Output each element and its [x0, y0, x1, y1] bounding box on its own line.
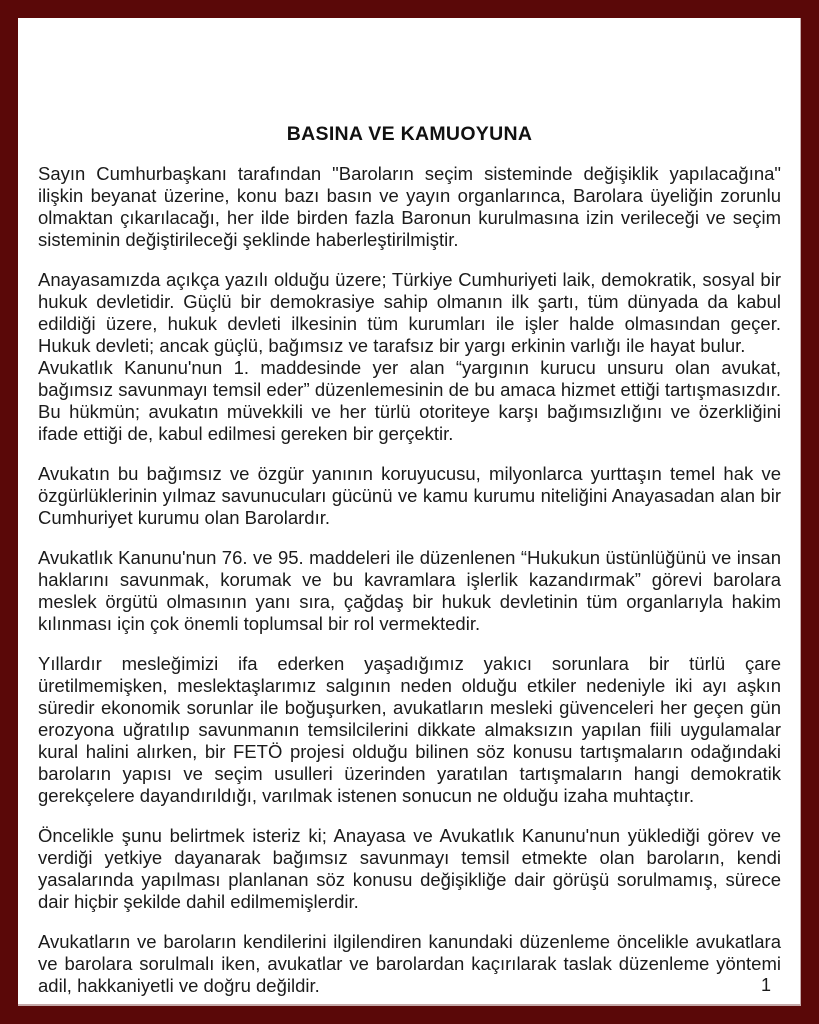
- document-title: BASINA VE KAMUOYUNA: [286, 123, 533, 145]
- paragraph-3: Avukatlık Kanunu'nun 1. maddesinde yer alan “yargının kurucu unsuru olan avukat, bağımsız savunmayı temsil eder” düzenlemesinin de bu amaca hizmet ettiği tartışmasızdır. Bu hükmün; avukatın müvekkili ve her türlü otoriteye karşı bağımsızlığını ve özerkliğini ifade ettiği de, kabul edilmesi gereken bir gerçektir.: [38, 357, 781, 444]
- paragraph-8: Avukatların ve baroların kendilerini ilgilendiren kanundaki düzenleme öncelikle avukatlara ve barolara sorulmalı iken, avukatlar ve barolardan kaçırılarak taslak düzenleme yöntemi adil, hakkaniyetli ve doğru değildir.: [38, 931, 781, 996]
- page-number: 1: [760, 975, 771, 995]
- paragraph-6: Yıllardır mesleğimizi ifa ederken yaşadığımız yakıcı sorunlara bir türlü çare üretilmemişken, meslektaşlarımız salgının neden olduğu etkiler nedeniyle iki ayı aşkın süredir ekonomik sorunlar ile boğuşurken, avukatların mesleki güvenceleri her geçen gün erozyona uğratılıp savunmanın temsilcilerini dikkate almaksızın yapılan fiili uygulamalar kural halini alırken, bir FETÖ projesi olduğu bilinen söz konusu tartışmaların odağındaki baroların yapısı ve seçim usulleri üzerinden yaratılan tartışmaların hangi demokratik gerekçelere dayandırıldığı, varılmak istenen sonucun ne olduğu izaha muhtaçtır.: [38, 653, 781, 806]
- paragraph-1: Sayın Cumhurbaşkanı tarafından "Baroların seçim sisteminde değişiklik yapılacağına" ilişkin beyanat üzerine, konu bazı basın ve yayın organlarınca, Barolara üyeliğin zorunlu olmaktan çıkarılacağı, her ilde birden fazla Baronun kurulmasına izin verileceği ve seçim sisteminin değiştirileceği şeklinde haberleştirilmiştir.: [38, 163, 781, 250]
- document-page: [18, 18, 801, 1006]
- paragraph-7: Öncelikle şunu belirtmek isteriz ki; Anayasa ve Avukatlık Kanunu'nun yüklediği görev ve verdiği yetkiye dayanarak bağımsız savunmayı temsil etmekte olan baroların, kendi yasalarında yapılması planlanan söz konusu değişikliğe dair görüşü sorulmamış, sürece dair hiçbir şekilde dahil edilmemişlerdir.: [38, 825, 781, 912]
- paragraph-2: Anayasamızda açıkça yazılı olduğu üzere; Türkiye Cumhuriyeti laik, demokratik, sosyal bir hukuk devletidir. Güçlü bir demokrasiye sahip olmanın ilk şartı, tüm dünyada da kabul edildiği üzere, hukuk devleti ilkesinin tüm kurumları ile işler halde olmasından geçer. Hukuk devleti; ancak güçlü, bağımsız ve tarafsız bir yargı erkinin varlığı ile hayat bulur.: [38, 269, 781, 356]
- paragraph-5: Avukatlık Kanunu'nun 76. ve 95. maddeleri ile düzenlenen “Hukukun üstünlüğünü ve insan haklarını savunmak, korumak ve bu kavramlara işlerlik kazandırmak” görevi barolara meslek örgütü olmasının yanı sıra, çağdaş bir hukuk devletinin tüm organlarıyla hakim kılınması için çok önemli toplumsal bir rol vermektedir.: [38, 547, 781, 634]
- paragraph-4: Avukatın bu bağımsız ve özgür yanının koruyucusu, milyonlarca yurttaşın temel hak ve özgürlüklerinin yılmaz savunucuları gücünü ve kamu kurumu niteliğini Anayasadan alan bir Cumhuriyet kurumu olan Barolardır.: [38, 463, 781, 528]
- document-body: [38, 123, 781, 997]
